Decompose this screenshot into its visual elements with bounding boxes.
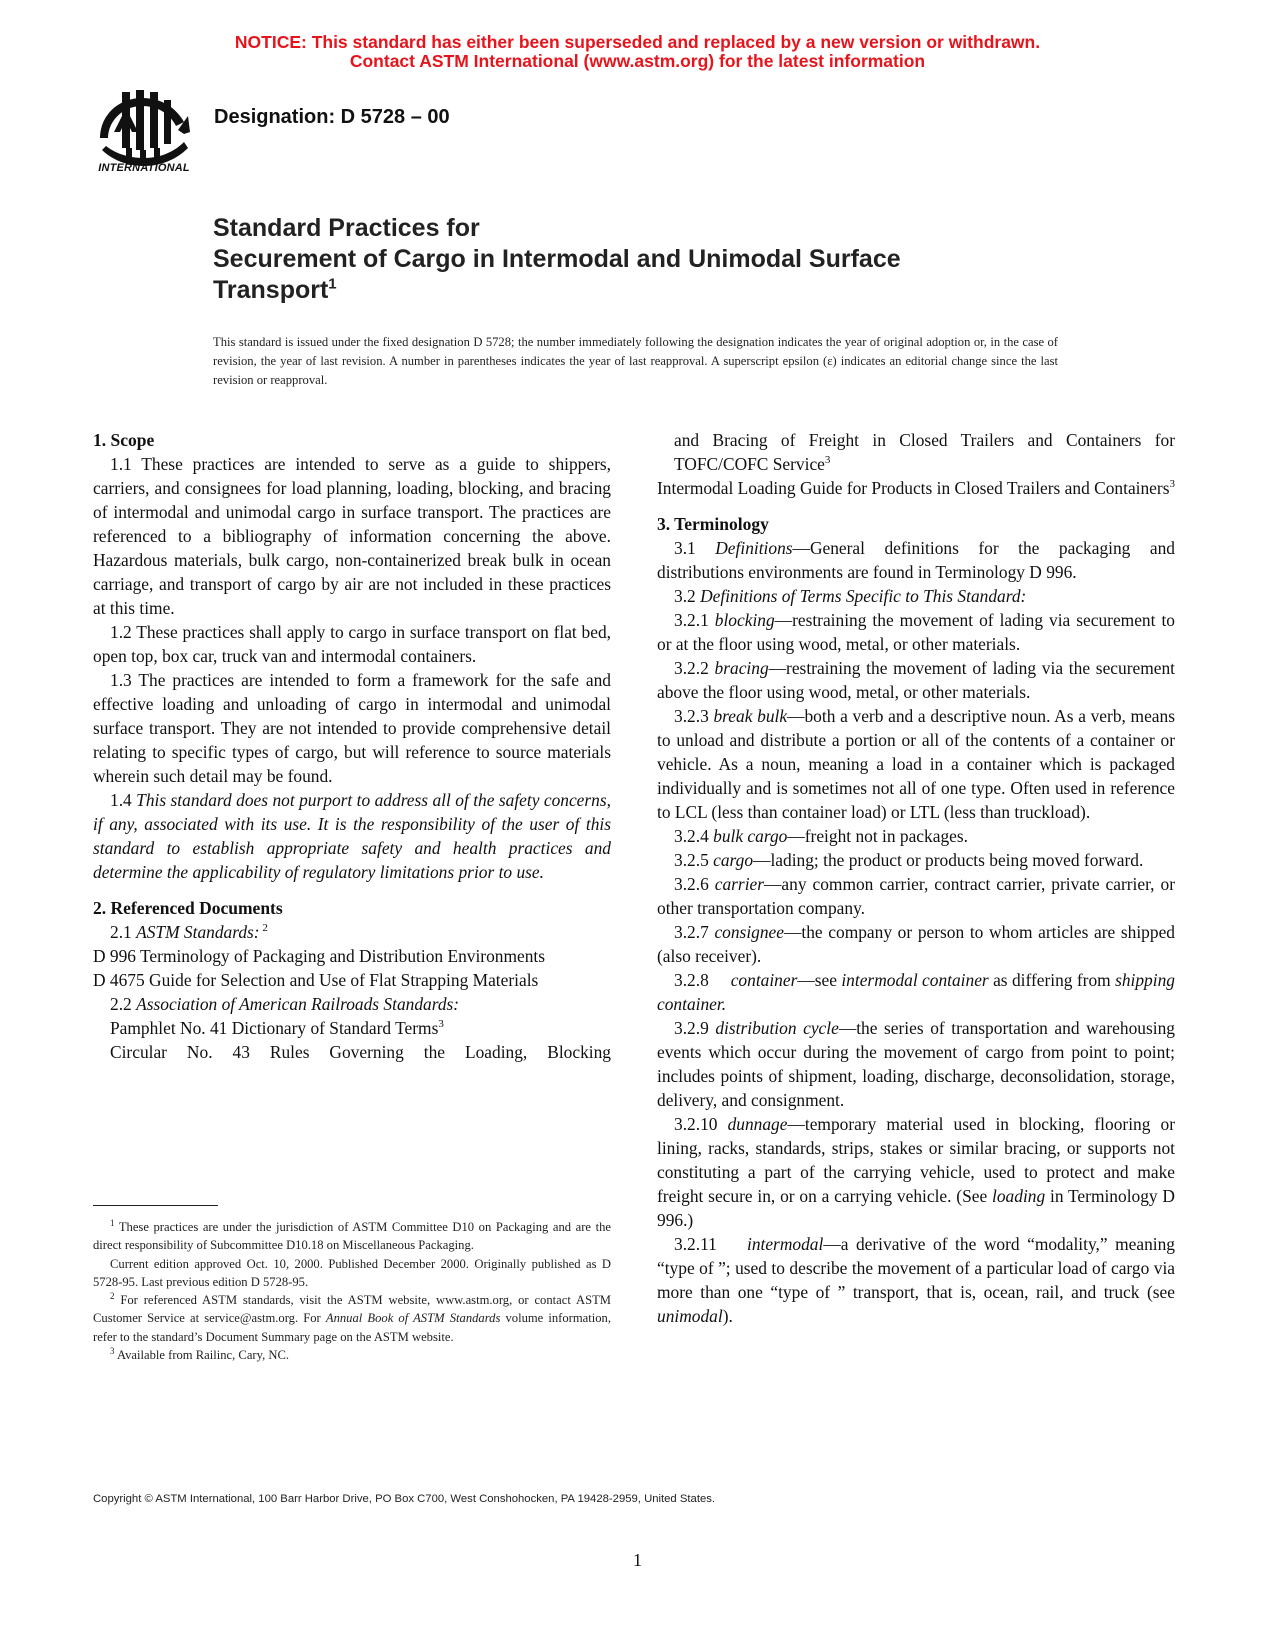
term-text: —the company or person to whom articles are shipped (also receiver).	[657, 922, 1175, 966]
term-num: 3.2.6	[674, 874, 715, 894]
term-word: cargo	[713, 850, 754, 870]
term-3-2-6	[657, 872, 1175, 920]
right-column	[657, 428, 1175, 1328]
scope-heading: 1. Scope	[93, 430, 155, 450]
term-3-2-1	[657, 608, 1175, 656]
term-3-2-num: 3.2	[674, 586, 701, 606]
term-3-2-7	[657, 920, 1175, 968]
term-num: 3.2.4	[674, 826, 714, 846]
notice-line-1: NOTICE: This standard has either been superseded and replaced by a new version or withdrawn.	[234, 32, 1041, 52]
ref-2-1-mark: 2	[259, 922, 268, 935]
term-num: 3.2.2	[674, 658, 715, 678]
title-line-3	[213, 275, 1113, 306]
term-word: container	[730, 970, 798, 990]
ref-pamphlet-mark: 3	[438, 1018, 444, 1031]
ref-2-1-num: 2.1	[110, 922, 137, 942]
term-num: 3.2.1	[674, 610, 715, 630]
term-3-2-term: Definitions of Terms Specific to This Standard:	[700, 586, 1027, 606]
ref-2-1	[93, 920, 611, 944]
footnote-2-mark: 2	[110, 1291, 115, 1301]
term-word: consignee	[714, 922, 784, 942]
term-text-b: loading	[992, 1186, 1046, 1206]
term-word: bracing	[714, 658, 769, 678]
footnote-2	[93, 1291, 611, 1346]
term-text: —freight not in packages.	[787, 826, 968, 846]
term-word: blocking	[714, 610, 775, 630]
term-text-b: unimodal	[657, 1306, 723, 1326]
footnote-2-text-b: Annual Book of ASTM Standards	[325, 1311, 501, 1326]
term-text-d: shipping container.	[657, 970, 1175, 1014]
term-word: carrier	[714, 874, 765, 894]
footnote-1	[93, 1218, 611, 1255]
title-line-2: Securement of Cargo in Intermodal and Unimodal Surface	[213, 245, 901, 273]
scope-1-4-text: This standard does not purport to address all of the safety concerns, if any, associated with its use. It is the responsibility of the user of this standard to establish appropriate safety and health practices and determine the applicability of regulatory limitations prior to use.	[93, 790, 611, 882]
term-3-1-text: —General definitions for the packaging and distributions environments are found in Terminology D 996.	[657, 538, 1175, 582]
ref-2-1-label: ASTM Standards:	[136, 922, 260, 942]
ref-pamphlet-text: Pamphlet No. 41 Dictionary of Standard Terms	[110, 1018, 439, 1038]
ref-circular: Circular No. 43 Rules Governing the Loading, Blocking	[110, 1042, 611, 1062]
designation: Designation: D 5728 – 00	[214, 106, 450, 128]
term-3-2-11	[657, 1232, 1175, 1328]
term-3-2-2	[657, 656, 1175, 704]
term-text-a: —temporary material used in blocking, flooring or lining, racks, standards, strips, stakes or similar bracing, or supports not constituting a part of the carrying vehicle, used to protect and make freight secure in, or on a carrying vehicle. (See	[657, 1114, 1175, 1206]
copyright-line: Copyright © ASTM International, 100 Barr Harbor Drive, PO Box C700, West Conshohocken, PA 19428-2959, United States.	[93, 1493, 716, 1505]
footnote-1-text: These practices are under the jurisdiction of ASTM Committee D10 on Packaging and are the direct responsibility of Subcommittee D10.18 on Miscellaneous Packaging.	[93, 1220, 611, 1253]
footnote-2-text-a: For referenced ASTM standards, visit the ASTM website, www.astm.org, or contact ASTM Customer Service at service@astm.org. For	[93, 1293, 611, 1326]
ref-guide	[657, 476, 1175, 500]
term-word: break bulk	[713, 706, 788, 726]
footnotes	[93, 1218, 611, 1364]
ref-2-2-num: 2.2	[110, 994, 137, 1014]
astm-logo-icon	[92, 86, 196, 182]
term-word: intermodal	[746, 1234, 824, 1254]
scope-1-4	[93, 788, 611, 884]
terminology-heading: 3. Terminology	[657, 514, 769, 534]
page-number: 1	[633, 1550, 642, 1570]
scope-1-3: 1.3 The practices are intended to form a framework for the safe and effective loading and unloading of cargo in intermodal and unimodal surface transport. They are not intended to provide comprehensive detail relating to specific types of cargo, but will reference to source materials wherein such detail may be found.	[93, 670, 611, 786]
term-num: 3.2.10	[674, 1114, 728, 1134]
title-line-3-text: Transport	[213, 276, 329, 304]
term-word: distribution cycle	[715, 1018, 839, 1038]
term-num: 3.2.3	[674, 706, 714, 726]
term-text-a: —see	[797, 970, 842, 990]
logo-wordmark: INTERNATIONAL	[98, 162, 190, 174]
scope-1-1: 1.1 These practices are intended to serve as a guide to shippers, carriers, and consignees for load planning, loading, blocking, and bracing of intermodal and unimodal cargo in surface transport. The practices are referenced to a bibliography of information concerning the above. Hazardous materials, bulk cargo, non-containerized break bulk in ocean carriage, and transport of cargo by air are not included in these practices at this time.	[93, 454, 611, 618]
term-3-2-3	[657, 704, 1175, 824]
notice-line-2: Contact ASTM International (www.astm.org) for the latest information	[349, 51, 926, 71]
term-num: 3.2.8	[674, 970, 731, 990]
scope-1-2: 1.2 These practices shall apply to cargo in surface transport on flat bed, open top, box car, truck van and intermodal containers.	[93, 622, 611, 666]
withdrawal-notice	[0, 33, 1275, 71]
ref-guide-text: Intermodal Loading Guide for Products in Closed Trailers and Containers	[657, 478, 1170, 498]
issued-note: This standard is issued under the fixed designation D 5728; the number immediately following the designation indicates the year of original adoption or, in the case of revision, the year of last revision. A number in parentheses indicates the year of last reapproval. A superscript epsilon (ε) indicates an editorial change since the last revision or reapproval.	[213, 335, 1058, 387]
term-word: dunnage	[727, 1114, 788, 1134]
term-text: —both a verb and a descriptive noun. As a verb, means to unload and distribute a portion or all of the contents of a container or vehicle. As a noun, meaning a load in a container which is packaged individually and is sometimes not all of one type. Often used in reference to LCL (less than container load) or LTL (less than truckload).	[657, 706, 1175, 822]
term-text: —the series of transportation and warehousing events which occur during the movement of cargo from point to point; includes points of shipment, loading, discharge, deconsolidation, storage, delivery, and consignment.	[657, 1018, 1175, 1110]
ref-2-2-label: Association of American Railroads Standards:	[136, 994, 460, 1014]
term-text-b: intermodal container	[841, 970, 989, 990]
title-line-1: Standard Practices for	[213, 214, 480, 242]
term-text: —any common carrier, contract carrier, private carrier, or other transportation company.	[657, 874, 1175, 918]
term-word: bulk cargo	[713, 826, 788, 846]
ref-guide-mark: 3	[1169, 478, 1175, 491]
footnote-3	[93, 1346, 611, 1364]
footnote-3-text: Available from Railinc, Cary, NC.	[114, 1348, 290, 1363]
term-text: —restraining the movement of lading via securement to or at the floor using wood, metal, or other materials.	[657, 610, 1175, 654]
ref-circular-cont	[657, 428, 1175, 476]
scope-1-4-num: 1.4	[110, 790, 137, 810]
footnote-1-edition: Current edition approved Oct. 10, 2000. Published December 2000. Originally published as D 5728-95. Last previous edition D 5728-95.	[93, 1256, 611, 1289]
title-footnote-mark: 1	[328, 275, 337, 293]
term-3-2-4	[657, 824, 1175, 848]
term-3-2-9	[657, 1016, 1175, 1112]
footnote-rule	[93, 1205, 218, 1206]
term-num: 3.2.7	[674, 922, 715, 942]
ref-pamphlet	[93, 1016, 611, 1040]
term-3-1-term: Definitions	[715, 538, 793, 558]
term-text: —restraining the movement of lading via the securement above the floor using wood, metal, or other materials.	[657, 658, 1175, 702]
term-3-1	[657, 536, 1175, 584]
term-num: 3.2.9	[674, 1018, 716, 1038]
term-text-c: ).	[722, 1306, 733, 1326]
term-text-c: as differing from	[988, 970, 1116, 990]
footnote-1-mark: 1	[110, 1217, 115, 1228]
term-3-2-10	[657, 1112, 1175, 1232]
ref-circular-cont-text: and Bracing of Freight in Closed Trailers and Containers for TOFC/COFC Service	[674, 430, 1175, 474]
ref-d996: D 996 Terminology of Packaging and Distribution Environments	[93, 946, 546, 966]
term-text: —lading; the product or products being moved forward.	[753, 850, 1144, 870]
footnote-2-text-c: volume information, refer to the standard’s Document Summary page on the ASTM website.	[93, 1311, 611, 1344]
term-3-2-8	[657, 968, 1175, 1016]
term-3-2	[657, 584, 1175, 608]
footnote-3-mark: 3	[110, 1345, 115, 1356]
ref-d4675: D 4675 Guide for Selection and Use of Flat Strapping Materials	[93, 970, 539, 990]
term-3-2-5	[657, 848, 1175, 872]
term-text-c: in Terminology D 996.)	[657, 1186, 1175, 1230]
left-column	[93, 428, 611, 1064]
ref-circular-mark: 3	[824, 454, 831, 467]
ref-2-2	[93, 992, 611, 1016]
term-num: 3.2.5	[674, 850, 714, 870]
document-title	[213, 213, 1113, 306]
term-3-1-num: 3.1	[674, 538, 716, 558]
term-num: 3.2.11	[674, 1234, 747, 1254]
term-text-a: —a derivative of the word “modality,” meaning “type of ”; used to describe the movement of a particular load of cargo via more than one “type of ” transport, that is, ocean, rail, and truck (see	[657, 1234, 1175, 1302]
referenced-documents-heading: 2. Referenced Documents	[93, 898, 283, 918]
